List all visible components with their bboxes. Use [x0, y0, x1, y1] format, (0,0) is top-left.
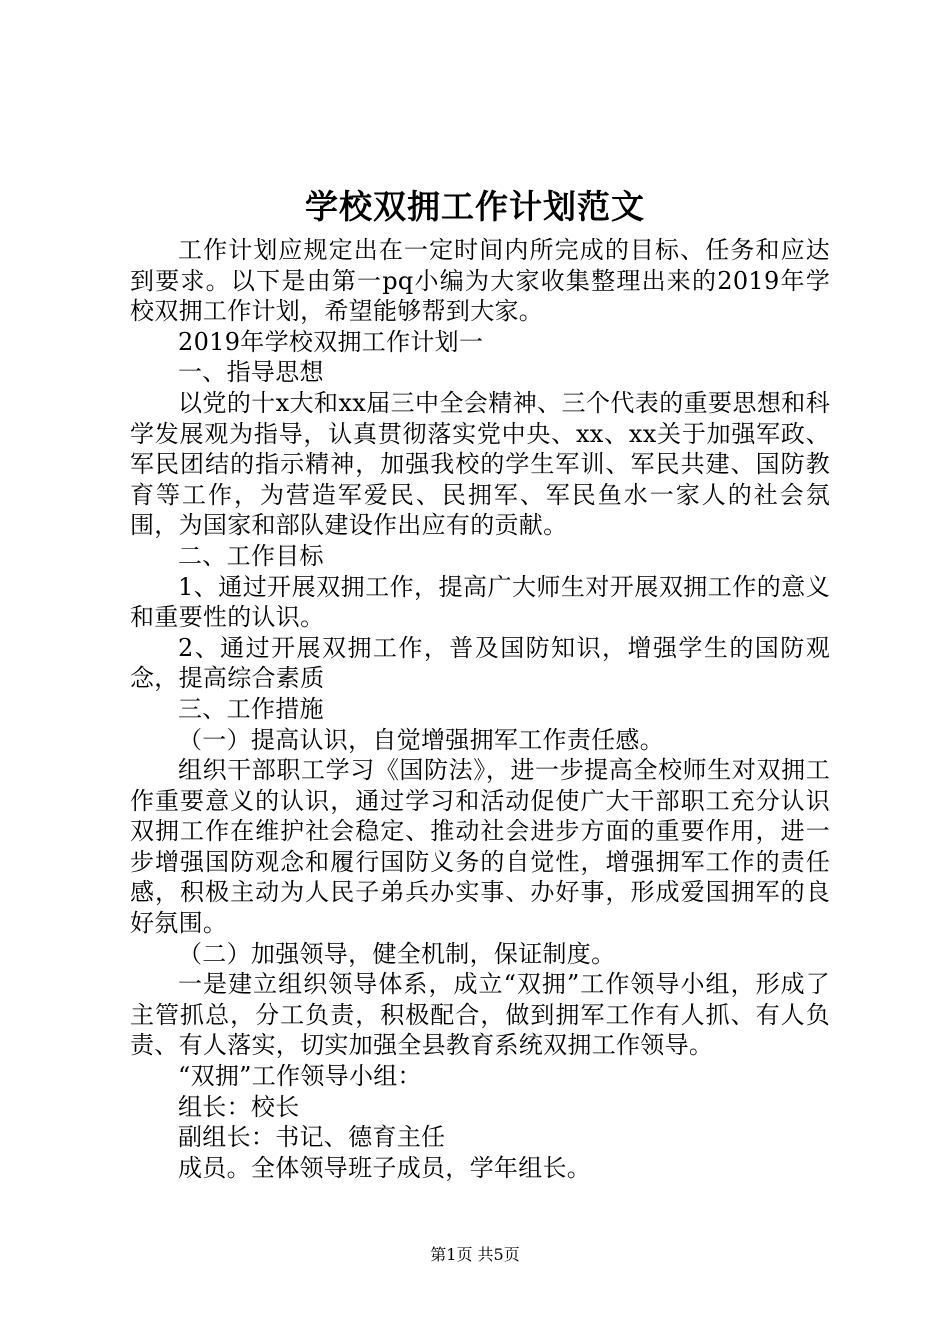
- paragraph-group-members: 成员。全体领导班子成员，学年组长。: [178, 1153, 592, 1182]
- document-body: [130, 235, 830, 1183]
- paragraph-guiding-thought: 以党的十x大和xx届三中全会精神、三个代表的重要思想和科学发展观为指导，认真贯彻落实党中央、xx、xx关于加强军政、军民团结的指示精神，加强我校的学生军训、军民共建、国防教育等工作，为营造军爱民、民拥军、军民鱼水一家人的社会氛围，为国家和部队建设作出应有的贡献。: [130, 388, 830, 540]
- paragraph-measure-1: 组织干部职工学习《国防法》，进一步提高全校师生对双拥工作重要意义的认识，通过学习和活动促使广大干部职工充分认识双拥工作在维护社会稳定、推动社会进步方面的重要作用，进一步增强国防观念和履行国防义务的自觉性，增强拥军工作的责任感，积极主动为人民子弟兵办实事、办好事，形成爱国拥军的良好氛围。: [130, 756, 830, 938]
- paragraph-intro: 工作计划应规定出在一定时间内所完成的目标、任务和应达到要求。以下是由第一pq小编为大家收集整理出来的2019年学校双拥工作计划，希望能够帮到大家。: [130, 236, 830, 326]
- subheading-measure-1: （一）提高认识，自觉增强拥军工作责任感。: [178, 725, 664, 754]
- section-heading-measures: 三、工作措施: [178, 694, 324, 723]
- page-number-footer: 第1页 共5页: [430, 1245, 520, 1264]
- paragraph-group-heading: “双拥”工作领导小组：: [178, 1062, 422, 1091]
- paragraph-goal-1: 1、通过开展双拥工作，提高广大师生对开展双拥工作的意义和重要性的认识。: [130, 572, 830, 632]
- document-title: 学校双拥工作计划范文: [305, 187, 645, 226]
- section-heading-guiding-thought: 一、指导思想: [178, 358, 324, 387]
- subheading-measure-2: （二）加强领导，健全机制，保证制度。: [178, 939, 616, 968]
- paragraph-group-leader: 组长：校长: [178, 1092, 300, 1121]
- section-heading-goals: 二、工作目标: [178, 541, 324, 570]
- paragraph-plan-heading: 2019年学校双拥工作计划一: [178, 327, 484, 356]
- paragraph-measure-2: 一是建立组织领导体系，成立“双拥”工作领导小组，形成了主管抓总，分工负责，积极配合，做到拥军工作有人抓、有人负责、有人落实，切实加强全县教育系统双拥工作领导。: [130, 970, 830, 1060]
- paragraph-group-deputy: 副组长：书记、德育主任: [178, 1123, 446, 1152]
- paragraph-goal-2: 2、通过开展双拥工作，普及国防知识，增强学生的国防观念，提高综合素质: [130, 633, 830, 693]
